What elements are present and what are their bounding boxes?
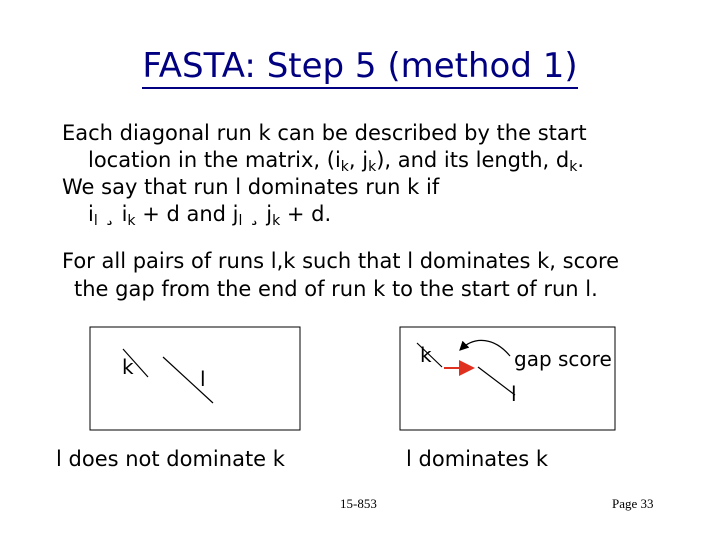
paragraph-line-1: Each diagonal run k can be described by the start: [62, 121, 587, 145]
left-caption: l does not dominate k: [56, 447, 285, 471]
right-caption: l dominates k: [406, 447, 549, 471]
gap-score-label: gap score: [514, 347, 612, 371]
paragraph-line-6: the gap from the end of run k to the start of run l.: [74, 277, 598, 301]
footer-course: 15-853: [340, 496, 377, 511]
paragraph-line-3: We say that run l dominates run k if: [62, 175, 440, 199]
right-run-l-line: [478, 367, 515, 395]
left-label-l: l: [200, 367, 206, 391]
slide-title: FASTA: Step 5 (method 1): [0, 46, 720, 86]
left-label-k: k: [122, 355, 134, 379]
paragraph-line-5: For all pairs of runs l,k such that l dominates k, score: [62, 249, 620, 273]
right-label-k: k: [420, 343, 432, 367]
paragraph-line-2: location in the matrix, ($i_k$, $j_k$), and its length, $d_k$.: [88, 148, 585, 175]
gap-score-pointer: [460, 340, 510, 356]
paragraph-line-4: $i_l$ ¸ $i_k + d$ and $j_l$ ¸ $j_k + d$.: [88, 202, 332, 229]
right-label-l: l: [511, 382, 517, 406]
footer-page-number: Page 33: [612, 496, 654, 511]
right-matrix-box: [400, 327, 615, 430]
